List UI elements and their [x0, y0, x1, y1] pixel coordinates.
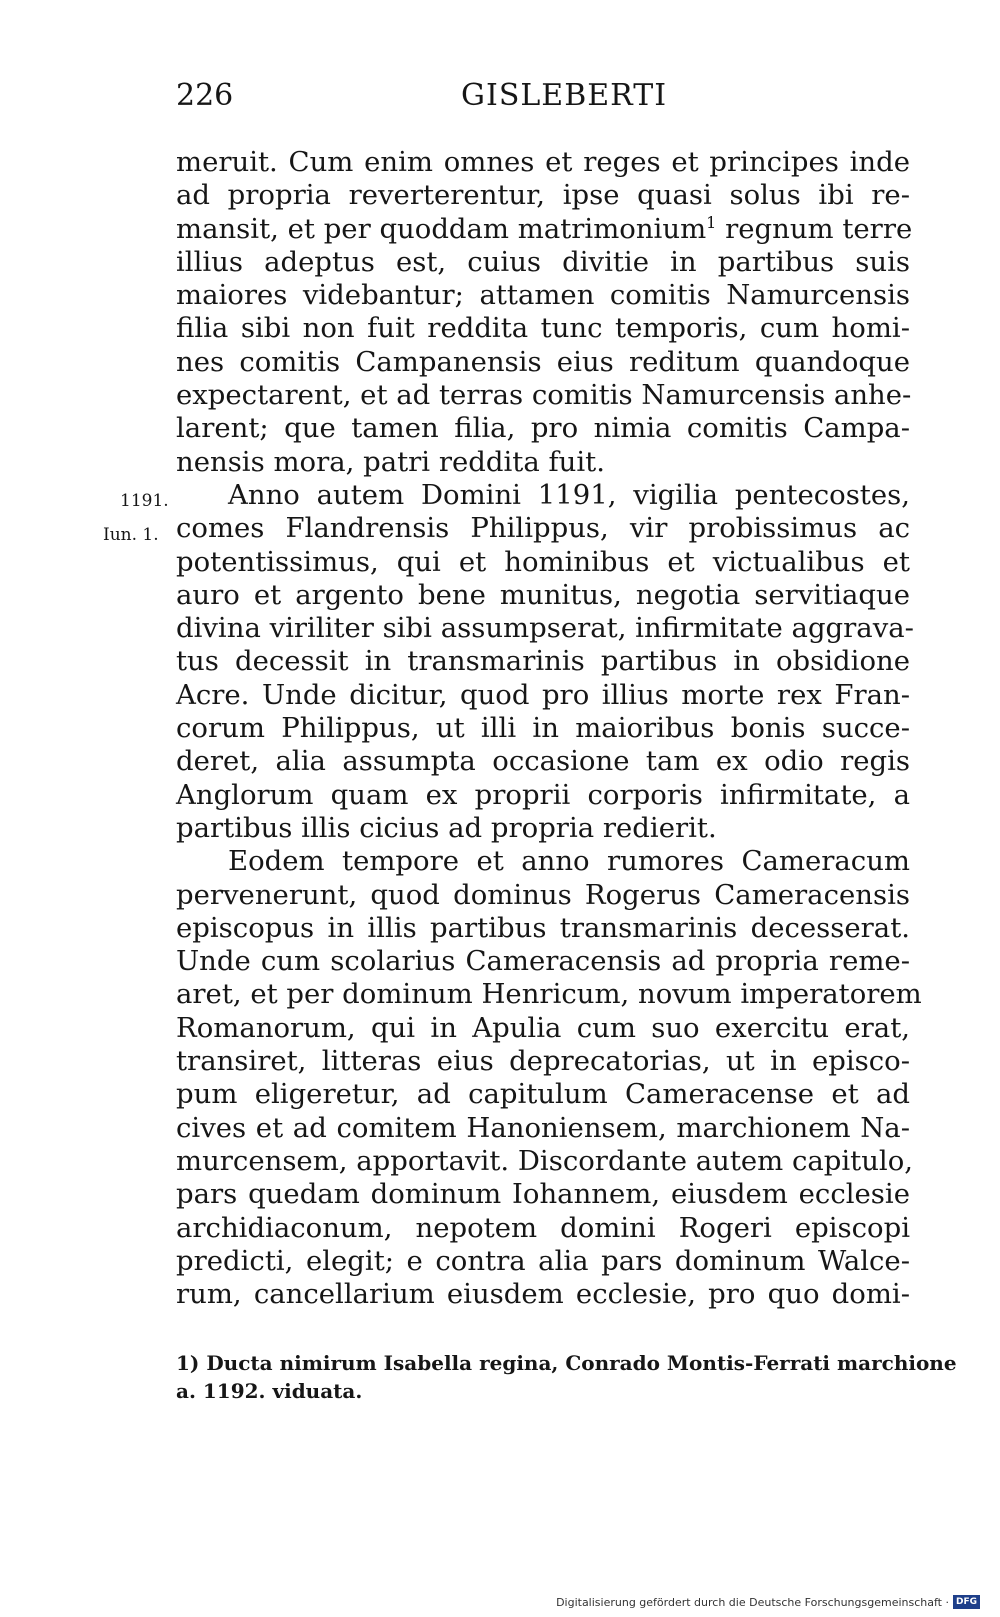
text-line: Eodem tempore et anno rumores Cameracum	[228, 845, 910, 878]
text-line: pervenerunt, quod dominus Rogerus Cameracensis	[176, 878, 910, 911]
page-number: 226	[176, 78, 234, 113]
footnote-marker[interactable]: 1	[706, 212, 717, 232]
page-header	[0, 78, 1000, 128]
text-line: Anno autem Domini 1191, vigilia pentecostes,	[228, 478, 910, 511]
text-line: partibus illis cicius ad propria redierit.	[176, 811, 717, 844]
text-line: meruit. Cum enim omnes et reges et principes inde	[176, 146, 910, 178]
footnote-line: a. 1192. viduata.	[176, 1379, 363, 1403]
dfg-logo: DFG	[953, 1595, 980, 1609]
text-line: nensis mora, patri reddita fuit.	[176, 445, 605, 478]
text-line: larent; que tamen filia, pro nimia comitis Campa-	[176, 412, 910, 445]
text-span: regnum terre	[725, 212, 913, 245]
text-line: murcensem, apportavit. Discordante autem capitulo,	[176, 1144, 914, 1177]
text-line: aret, et per dominum Henricum, novum imperatorem	[176, 978, 922, 1011]
text-line: rum, cancellarium eiusdem ecclesie, pro quo domi-	[176, 1278, 910, 1311]
text-line: expectarent, et ad terras comitis Namurcensis anhe-	[176, 379, 912, 412]
text-line: corum Philippus, ut illi in maioribus bonis succe-	[176, 712, 910, 745]
text-line: nes comitis Campanensis eius reditum quandoque	[176, 345, 910, 378]
text-line: cives et ad comitem Hanoniensem, marchionem Na-	[176, 1111, 910, 1144]
text-line: filia sibi non fuit reddita tunc temporis, cum homi-	[176, 312, 910, 345]
text-line: potentissimus, qui et hominibus et victualibus et	[176, 545, 910, 578]
margin-note-day: Iun. 1.	[103, 525, 159, 545]
text-line: pum eligeretur, ad capitulum Cameracense et ad	[176, 1078, 910, 1111]
text-span: mansit, et per quoddam matrimonium	[176, 212, 707, 245]
text-line: auro et argento bene munitus, negotia servitiaque	[176, 578, 910, 611]
text-line: ad propria reverterentur, ipse quasi solus ibi re-	[176, 179, 910, 212]
text-line: deret, alia assumpta occasione tam ex odio regis	[176, 745, 910, 778]
body-text	[176, 146, 922, 1311]
text-line: maiores videbantur; attamen comitis Namurcensis	[176, 279, 910, 312]
text-line: Romanorum, qui in Apulia cum suo exercitu erat,	[176, 1011, 910, 1044]
text-line: archidiaconum, nepotem domini Rogeri episcopi	[176, 1211, 910, 1244]
text-line: illius adeptus est, cuius divitie in partibus suis	[176, 245, 910, 278]
text-line: comes Flandrensis Philippus, vir probissimus ac	[176, 512, 910, 545]
footnote	[176, 1349, 957, 1405]
text-line: Unde cum scolarius Cameracensis ad propria reme-	[176, 945, 910, 978]
text-line-with-footnote	[176, 212, 913, 246]
text-line: transiret, litteras eius deprecatorias, ut in episco-	[176, 1045, 910, 1078]
text-line: Acre. Unde dicitur, quod pro illius morte rex Fran-	[176, 678, 910, 711]
footnote-line: 1) Ducta nimirum Isabella regina, Conrado Montis-Ferrati marchione	[176, 1351, 957, 1375]
running-title: GISLEBERTI	[461, 78, 668, 113]
digitization-credit	[556, 1595, 980, 1609]
text-line: divina viriliter sibi assumpserat, infirmitate aggrava-	[176, 612, 914, 645]
text-line: episcopus in illis partibus transmarinis decesserat.	[176, 911, 910, 944]
text-line: pars quedam dominum Iohannem, eiusdem ecclesie	[176, 1178, 910, 1211]
text-line: tus decessit in transmarinis partibus in obsidione	[176, 645, 910, 678]
text-line: Anglorum quam ex proprii corporis infirmitate, a	[176, 778, 910, 811]
text-line: predicti, elegit; e contra alia pars dominum Walce-	[176, 1244, 910, 1277]
credit-text: Digitalisierung gefördert durch die Deutsche Forschungsgemeinschaft ·	[556, 1595, 949, 1609]
margin-note-year: 1191.	[120, 491, 169, 511]
